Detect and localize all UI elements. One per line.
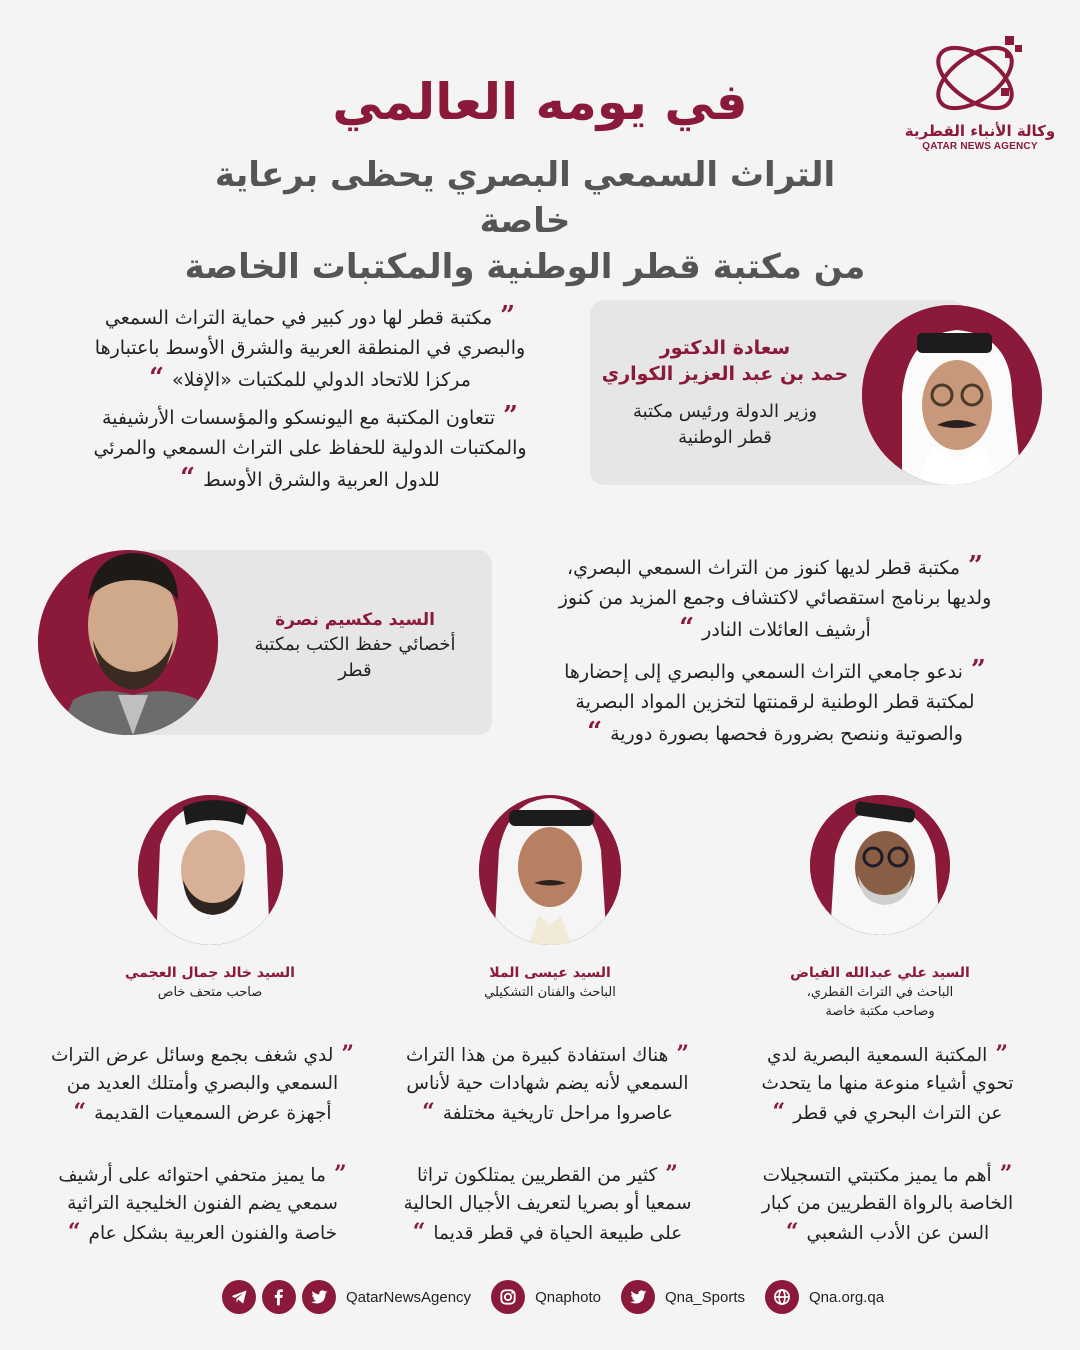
open-quote-icon: ” bbox=[333, 1161, 347, 1187]
quote-line: سمعي يضم الفنون الخليجية التراثية bbox=[67, 1193, 338, 1214]
quote-nasra-1 bbox=[500, 551, 1050, 645]
twitter-icon[interactable] bbox=[302, 1280, 336, 1314]
avatar-mulla bbox=[479, 795, 621, 945]
open-quote-icon: ” bbox=[676, 1041, 690, 1067]
quote-line: ما يميز متحفي احتوائه على أرشيف bbox=[58, 1165, 326, 1186]
quote-line: خاصة والفنون العربية بشكل عام bbox=[88, 1223, 338, 1244]
person-role-line-2: قطر bbox=[338, 660, 372, 681]
quote-line: تتعاون المكتبة مع اليونسكو والمؤسسات الأرشيفية bbox=[102, 407, 496, 429]
person-info-kuwari bbox=[600, 335, 850, 451]
telegram-icon[interactable] bbox=[222, 1280, 256, 1314]
page-title: في يومه العالمي bbox=[332, 73, 748, 131]
person-info-nasra bbox=[220, 608, 490, 684]
close-quote-icon: “ bbox=[149, 363, 165, 393]
quote-line: سمعيا أو بصريا لتعريف الأجيال الحالية bbox=[403, 1193, 692, 1214]
person-photo-icon bbox=[810, 795, 950, 935]
close-quote-icon: “ bbox=[587, 717, 603, 747]
quote-line: للدول العربية والشرق الأوسط bbox=[203, 469, 440, 491]
person-name-line-2: حمد بن عبد العزيز الكواري bbox=[601, 363, 849, 385]
open-quote-icon: ” bbox=[999, 1161, 1013, 1187]
logo-english-text: QATAR NEWS AGENCY bbox=[922, 141, 1038, 152]
qna-emblem-icon bbox=[925, 30, 1035, 120]
person-role-line-1: الباحث والفنان التشكيلي bbox=[484, 985, 616, 1000]
open-quote-icon: ” bbox=[995, 1041, 1008, 1067]
quote-line: تحوي أشياء منوعة منها ما يتحدث bbox=[761, 1073, 1014, 1094]
qna-logo bbox=[900, 30, 1060, 170]
open-quote-icon: ” bbox=[665, 1161, 678, 1187]
quote-line: والصوتية وننصح بضرورة فحصها بصورة دورية bbox=[610, 723, 963, 745]
quote-nasra-2 bbox=[500, 655, 1050, 749]
page-subtitle bbox=[180, 152, 870, 290]
person-role-line-2: قطر الوطنية bbox=[678, 427, 772, 448]
quote-mulla-1 bbox=[375, 1040, 720, 1128]
person-photo-icon bbox=[862, 305, 1042, 485]
quote-line: السمعي والبصري وأمتلك العديد من bbox=[66, 1073, 339, 1094]
quote-line: أجهزة عرض السمعيات القديمة bbox=[94, 1103, 332, 1124]
person-photo-icon bbox=[138, 795, 283, 945]
handle-qna-website[interactable]: Qna.org.qa bbox=[809, 1288, 885, 1306]
quote-line: لمكتبة قطر الوطنية لرقمنتها لتخزين المواد البصرية bbox=[575, 691, 975, 713]
quote-kuwari-2 bbox=[40, 401, 580, 495]
quote-line: السمعي لأنه يضم شهادات حية لأناس bbox=[406, 1073, 689, 1094]
logo-arabic-text: وكالة الأنباء القطرية bbox=[904, 122, 1056, 140]
open-quote-icon: ” bbox=[341, 1041, 355, 1067]
close-quote-icon: “ bbox=[679, 613, 695, 643]
avatar-ajmi bbox=[138, 795, 283, 945]
person-role-line-1: وزير الدولة ورئيس مكتبة bbox=[632, 401, 818, 422]
person-role-line-1: أخصائي حفظ الكتب بمكتبة bbox=[254, 634, 456, 655]
quote-line: مكتبة قطر لها دور كبير في حماية التراث السمعي bbox=[104, 307, 493, 329]
person-photo-icon bbox=[38, 550, 218, 735]
quote-line: عاصروا مراحل تاريخية مختلفة bbox=[442, 1103, 673, 1124]
quote-line: لدي شغف بجمع وسائل عرض التراث bbox=[50, 1045, 334, 1066]
quote-fayyad-2 bbox=[715, 1160, 1060, 1248]
person-photo-icon bbox=[479, 795, 621, 945]
social-footer bbox=[222, 1280, 898, 1314]
quote-line: والبصري في المنطقة العربية والشرق الأوسط باعتبارها bbox=[94, 337, 526, 359]
quote-ajmi-1 bbox=[30, 1040, 375, 1128]
globe-icon[interactable] bbox=[765, 1280, 799, 1314]
open-quote-icon: ” bbox=[970, 655, 986, 685]
person-column-ajmi bbox=[65, 795, 355, 1002]
open-quote-icon: ” bbox=[968, 551, 983, 581]
quote-line: الخاصة بالرواة القطريين من كبار bbox=[761, 1193, 1014, 1214]
quote-fayyad-1 bbox=[715, 1040, 1060, 1128]
quote-line: عن التراث البحري في قطر bbox=[793, 1103, 1003, 1124]
handle-qnaphoto[interactable]: Qnaphoto bbox=[535, 1288, 601, 1306]
quote-line: أهم ما يميز مكتبتي التسجيلات bbox=[762, 1165, 992, 1186]
quote-mulla-2 bbox=[375, 1160, 720, 1248]
person-role-line-2: وصاحب مكتبة خاصة bbox=[825, 1004, 935, 1019]
person-name: السيد علي عبدالله الفياض bbox=[790, 965, 970, 981]
quote-ajmi-2 bbox=[30, 1160, 375, 1248]
quote-line: أرشيف العائلات النادر bbox=[702, 619, 871, 641]
person-role-line-1: صاحب متحف خاص bbox=[157, 985, 263, 1000]
quote-line: والمكتبات الدولية للحفاظ على التراث السمعي والمرئي bbox=[93, 437, 527, 459]
quote-line: هناك استفادة كبيرة من هذا التراث bbox=[405, 1045, 669, 1066]
open-quote-icon: ” bbox=[500, 301, 516, 331]
avatar-nasra bbox=[38, 550, 218, 735]
quote-kuwari-1 bbox=[40, 301, 580, 395]
person-name: السيد عيسى الملا bbox=[489, 965, 611, 981]
quote-line: كثير من القطريين يمتلكون تراثا bbox=[417, 1165, 658, 1186]
subtitle-line-2: من مكتبة قطر الوطنية والمكتبات الخاصة bbox=[184, 247, 866, 287]
close-quote-icon: “ bbox=[412, 1219, 426, 1245]
person-role-line-1: الباحث في التراث القطري، bbox=[806, 985, 954, 1000]
person-column-mulla bbox=[400, 795, 700, 1002]
avatar-kuwari bbox=[862, 305, 1042, 485]
close-quote-icon: “ bbox=[180, 463, 196, 493]
close-quote-icon: “ bbox=[772, 1099, 786, 1125]
quote-line: مكتبة قطر لديها كنوز من التراث السمعي البصري، bbox=[567, 557, 960, 579]
close-quote-icon: “ bbox=[73, 1099, 87, 1125]
person-name: السيد مكسيم نصرة bbox=[275, 610, 435, 630]
quote-line: ندعو جامعي التراث السمعي والبصري إلى إحضارها bbox=[564, 661, 963, 683]
close-quote-icon: “ bbox=[67, 1219, 81, 1245]
quote-line: على طبيعة الحياة في قطر قديما bbox=[433, 1223, 683, 1244]
facebook-icon[interactable] bbox=[262, 1280, 296, 1314]
handle-qna-sports[interactable]: Qna_Sports bbox=[664, 1288, 745, 1306]
avatar-fayyad bbox=[810, 795, 950, 935]
handle-qatarnewsagency[interactable]: QatarNewsAgency bbox=[346, 1288, 472, 1306]
quote-line: المكتبة السمعية البصرية لدي bbox=[767, 1045, 988, 1066]
subtitle-line-1: التراث السمعي البصري يحظى برعاية خاصة bbox=[214, 155, 836, 241]
close-quote-icon: “ bbox=[785, 1219, 799, 1245]
person-name-line-1: سعادة الدكتور bbox=[659, 337, 791, 359]
quote-line: مركزا للاتحاد الدولي للمكتبات «الإفلا» bbox=[172, 369, 471, 391]
twitter-icon[interactable] bbox=[621, 1280, 655, 1314]
person-column-fayyad bbox=[720, 795, 1040, 1021]
open-quote-icon: ” bbox=[503, 401, 518, 431]
close-quote-icon: “ bbox=[422, 1099, 435, 1125]
quote-line: ولديها برنامج استقصائي لاكتشاف وجمع المزيد من كنوز bbox=[558, 587, 992, 609]
quote-line: السن عن الأدب الشعبي bbox=[806, 1223, 990, 1244]
person-name: السيد خالد جمال العجمي bbox=[125, 965, 295, 981]
instagram-icon[interactable] bbox=[491, 1280, 525, 1314]
